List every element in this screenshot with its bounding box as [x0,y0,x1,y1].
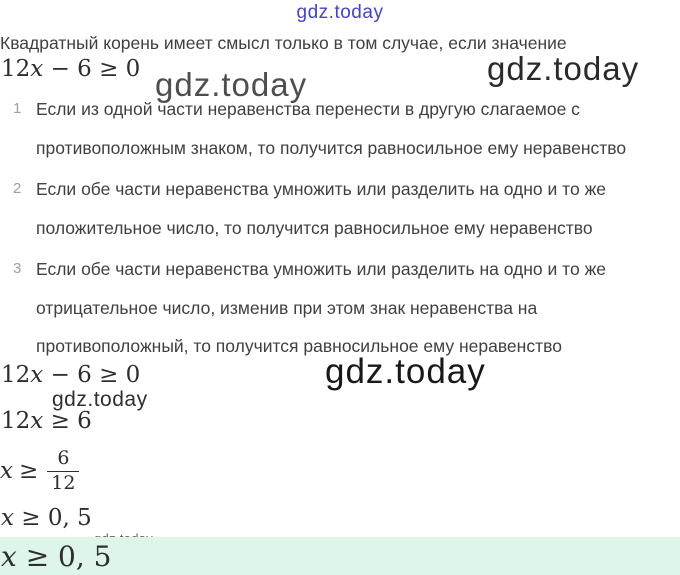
watermark-top-right: gdz.today [487,50,640,87]
rule-item-2 [0,170,680,247]
fraction [47,448,79,495]
intro-sentence: Квадратный корень имеет смысл только в том случае, если значение [0,33,567,53]
rule-text: Если из одной части неравенства перенести в другую слагаемое с противоположным знаком, то получится равносильное ему неравенство [36,99,627,158]
rule-item-1 [0,90,680,167]
fraction-numerator: 6 [57,447,70,469]
watermark-center: gdz.today [325,352,486,391]
rule-number: 1 [13,100,22,117]
rule-number: 2 [13,180,22,197]
math-step-4: x ≥ 0, 5 [1,505,92,531]
fraction-lhs: x [0,458,13,485]
rule-text: Если обе части неравенства умножить или разделить на одно и то же положительное число, то получится равносильное ему неравенство [36,179,607,238]
geq-sign: ≥ [18,458,39,485]
answer-highlight [0,537,680,575]
rule-item-3 [0,250,680,366]
math-answer: x ≥ 0, 5 [1,539,112,573]
math-step-1: 12x − 6 ≥ 0 [1,362,141,388]
watermark-top: gdz.today [296,2,384,23]
watermark-mid-left: gdz.today [155,66,308,103]
math-step-2: 12x ≥ 6 [1,408,92,434]
rules-list [0,90,680,369]
rule-number: 3 [13,260,22,277]
math-condition: 12x − 6 ≥ 0 [1,56,141,82]
math-step-3-fraction [0,448,79,495]
rule-text: Если обе части неравенства умножить или разделить на одно и то же отрицательное число, изменив при этом знак неравенства на противоположный, то получится равносильное ему неравенство [36,259,607,356]
fraction-denominator: 12 [47,471,79,495]
watermark-small-left: gdz.today [52,388,148,411]
